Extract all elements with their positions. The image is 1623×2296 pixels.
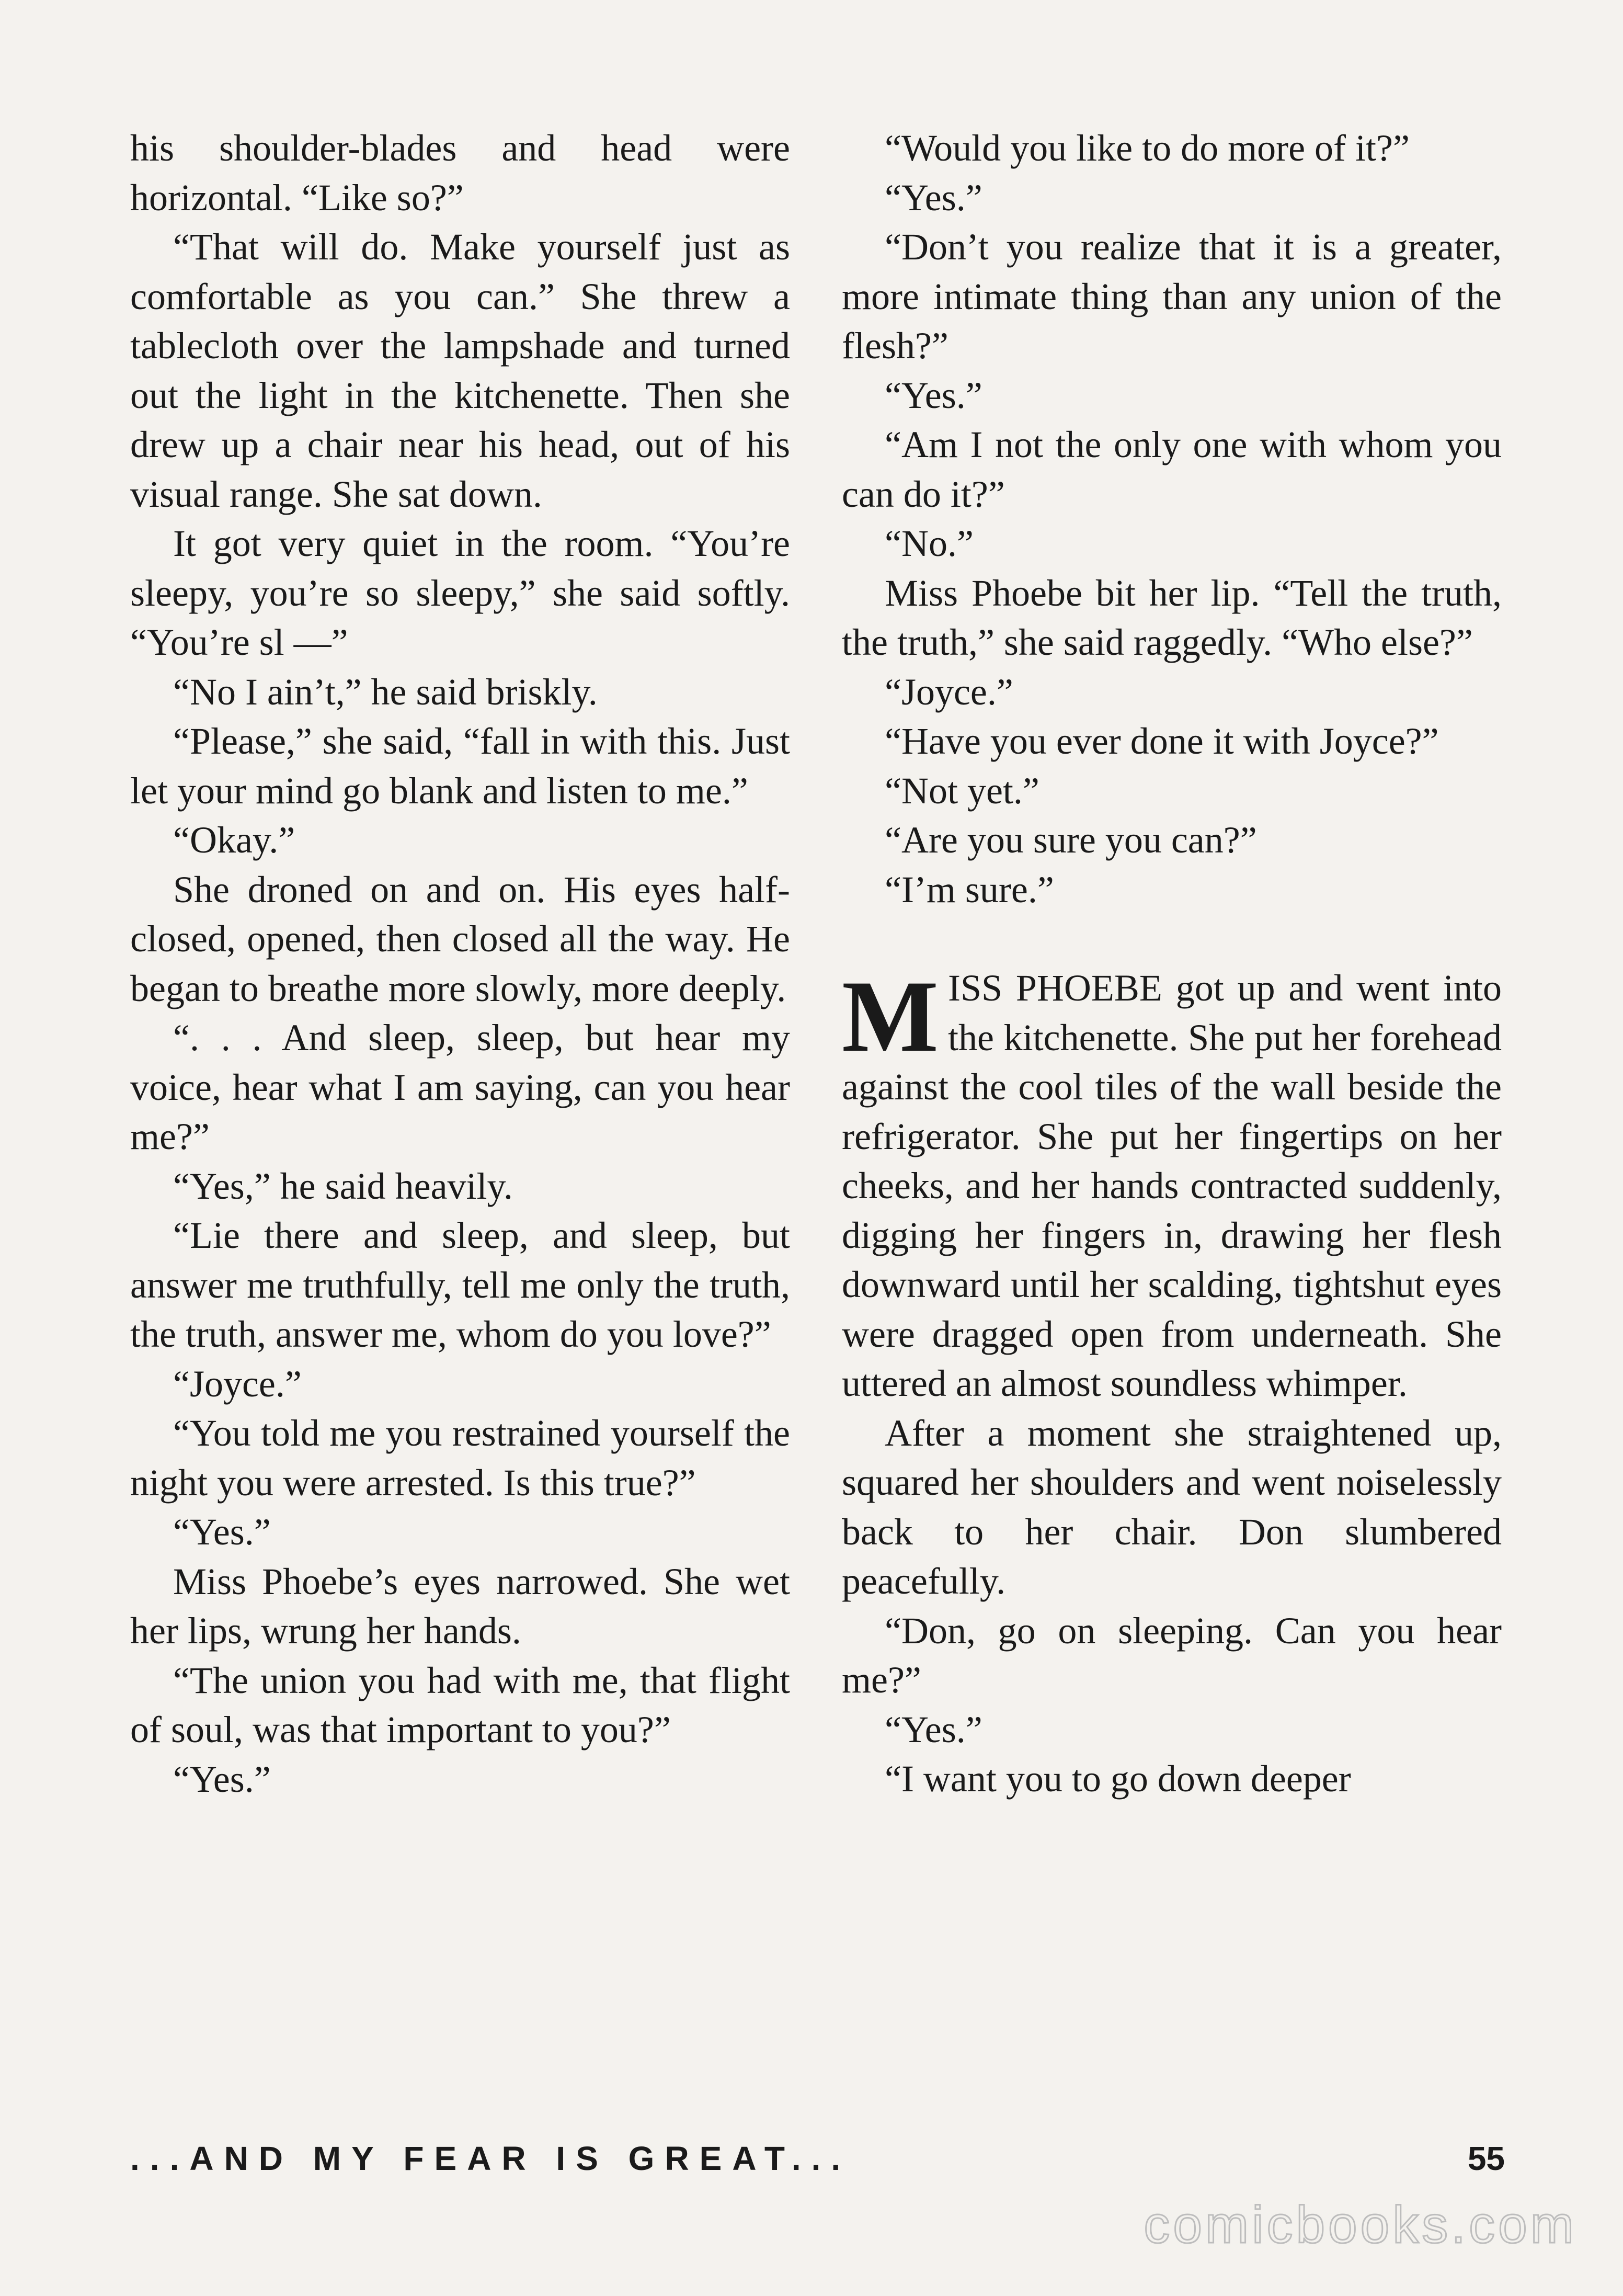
paragraph-text: “Have you ever done it with Joyce?” [885,720,1439,762]
paragraph [842,865,1502,915]
paragraph-text: “Are you sure you can?” [885,819,1257,861]
paragraph [130,222,790,519]
drop-cap: M [842,960,939,1073]
paragraph [130,1507,790,1557]
paragraph [130,1013,790,1162]
paragraph-text: his shoulder-blades and head were horizontal. “Like so?” [130,127,790,219]
paragraph-text: “Joyce.” [885,670,1013,713]
paragraph-text: “Lie there and sleep, and sleep, but answer me truthfully, tell me only the truth, the truth, answer me, whom do you love?” [130,1214,790,1355]
paragraph-text: “I want you to go down deeper [885,1758,1351,1800]
paragraph-text: “No.” [885,522,974,564]
paragraph [842,569,1502,667]
paragraph [130,1557,790,1656]
paragraph [130,1408,790,1507]
paragraph-text: “Don, go on sleeping. Can you hear me?” [842,1609,1502,1701]
paragraph-text: “The union you had with me, that flight of soul, was that important to you?” [130,1659,790,1751]
paragraph [842,222,1502,371]
page-number: 55 [1467,2140,1505,2177]
paragraph-text: After a moment she straightened up, squared her shoulders and went noiselessly back to her chair. Don slumbered peacefully. [842,1412,1502,1602]
paragraph-text: “I’m sure.” [885,868,1054,911]
paragraph-text: Miss Phoebe bit her lip. “Tell the truth, the truth,” she said raggedly. “Who else?” [842,572,1502,663]
paragraph [842,1408,1502,1606]
paragraph [130,1755,790,1804]
paragraph [130,123,790,222]
paragraph-text: “Yes.” [885,176,982,219]
paragraph [842,123,1502,173]
paragraph-text: “Yes,” he said heavily. [173,1165,513,1207]
paragraph-text: “. . . And sleep, sleep, but hear my voice, hear what I am saying, can you hear me?” [130,1017,790,1157]
paragraph-text: ISS PHOEBE got up and went into the kitchenette. She put her forehead against the cool tiles of the wall beside the refrigerator. She put her fingertips on her cheeks, and her hands contracted suddenly, digging her fingers in, drawing her flesh downward until her scalding, tightshut eyes were dragged open from underneath. She uttered an almost soundless whimper. [842,967,1502,1404]
paragraph [130,815,790,865]
paragraph-text: She droned on and on. His eyes half-closed, opened, then closed all the way. He began to breathe more slowly, more deeply. [130,868,790,1009]
running-title: ...AND MY FEAR IS GREAT... [130,2140,851,2177]
paragraph-text: “Am I not the only one with whom you can do it?” [842,424,1502,515]
paragraph [842,173,1502,223]
paragraph [842,1754,1502,1804]
watermark-logo: comicbooks.com [1144,2196,1577,2254]
paragraph [130,1656,790,1755]
paragraph-text: “Yes.” [173,1511,271,1553]
paragraph [842,766,1502,816]
paragraph [842,371,1502,420]
paragraph-text: It got very quiet in the room. “You’re sleepy, you’re so sleepy,” she said softly. “You’re sl —” [130,522,790,663]
paragraph [130,519,790,667]
left-column [130,123,790,1804]
paragraph-text: “Okay.” [173,819,295,861]
paragraph-text: “Please,” she said, “fall in with this. Just let your mind go blank and listen to me.” [130,720,790,812]
paragraph-text: “Yes.” [885,374,982,416]
paragraph [842,815,1502,865]
right-column [842,123,1502,1804]
paragraph [842,717,1502,766]
paragraph-text: “Yes.” [885,1708,982,1751]
paragraph-text: “You told me you restrained yourself the night you were arrested. Is this true?” [130,1412,790,1504]
paragraph-text: “No I ain’t,” he said briskly. [173,670,598,713]
paragraph [842,1606,1502,1705]
paragraph-text: “Would you like to do more of it?” [885,127,1410,169]
paragraph [130,1211,790,1359]
paragraph [130,865,790,1014]
paragraph [842,519,1502,569]
paragraph [842,960,1502,1408]
paragraph-text: “Not yet.” [885,769,1039,812]
paragraph [842,420,1502,519]
paragraph [130,1162,790,1211]
paragraph [130,1359,790,1409]
paragraph [130,717,790,815]
paragraph [842,1705,1502,1755]
paragraph-text: “Joyce.” [173,1362,302,1405]
paragraph-text: “Yes.” [173,1758,271,1800]
paragraph [842,667,1502,717]
paragraph-text: Miss Phoebe’s eyes narrowed. She wet her lips, wrung her hands. [130,1560,790,1652]
paragraph-text: “Don’t you realize that it is a greater, more intimate thing than any union of the flesh?” [842,226,1502,367]
paragraph-text: “That will do. Make yourself just as comfortable as you can.” She threw a tablecloth over the lampshade and turned out the light in the kitchenette. Then she drew up a chair near his head, out of his visual range. She sat down. [130,226,790,515]
paragraph [130,667,790,717]
